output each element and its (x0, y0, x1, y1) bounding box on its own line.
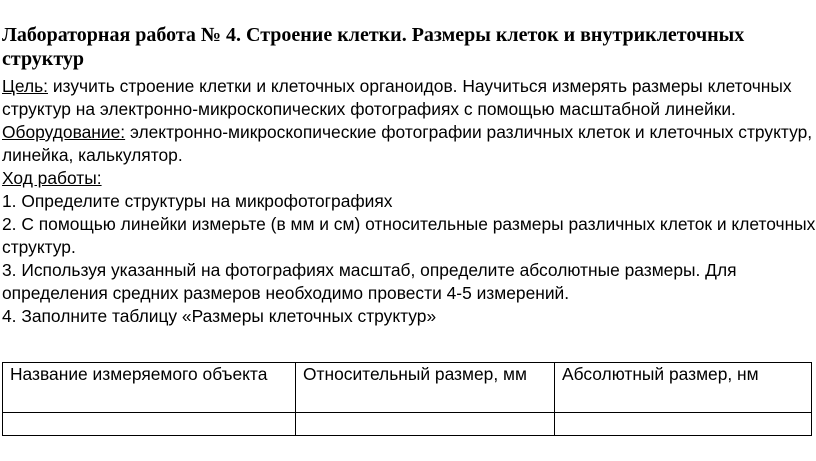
goal-paragraph (2, 75, 816, 121)
goal-label: Цель: (2, 76, 48, 96)
table-row (3, 413, 812, 436)
procedure-label: Ход работы: (2, 168, 102, 188)
procedure-step-3: 3. Используя указанный на фотографиях масштаб, определите абсолютные размеры. Для определения средних размеров необходимо провести 4-5 измерений. (2, 260, 737, 303)
lab-body (2, 75, 816, 328)
table-cell-absolute-size (555, 413, 812, 436)
procedure-step-1: 1. Определите структуры на микрофотографиях (2, 191, 393, 211)
table-cell-relative-size (296, 413, 555, 436)
table-header-row (3, 363, 812, 413)
table-header-object-name: Название измеряемого объекта (3, 363, 296, 413)
procedure-step-4: 4. Заполните таблицу «Размеры клеточных структур» (2, 306, 437, 326)
goal-text: изучить строение клетки и клеточных органоидов. Научиться измерять размеры клеточных структур на электронно-микроскопических фотографиях с помощью масштабной линейки. (2, 76, 792, 119)
table-header-absolute-size: Абсолютный размер, нм (555, 363, 812, 413)
equipment-text: электронно-микроскопические фотографии различных клеток и клеточных структур, линейка, калькулятор. (2, 122, 813, 165)
procedure-heading (2, 167, 816, 190)
equipment-paragraph (2, 121, 816, 167)
table-header-relative-size: Относительный размер, мм (296, 363, 555, 413)
equipment-label: Оборудование: (2, 122, 126, 142)
procedure-step-2: 2. С помощью линейки измерьте (в мм и см) относительные размеры различных клеток и клеточных структур. (2, 214, 816, 257)
table-cell-object-name (3, 413, 296, 436)
lab-title: Лабораторная работа № 4. Строение клетки. Размеры клеток и внутриклеточных структур (2, 24, 745, 70)
measurements-table (2, 362, 812, 436)
